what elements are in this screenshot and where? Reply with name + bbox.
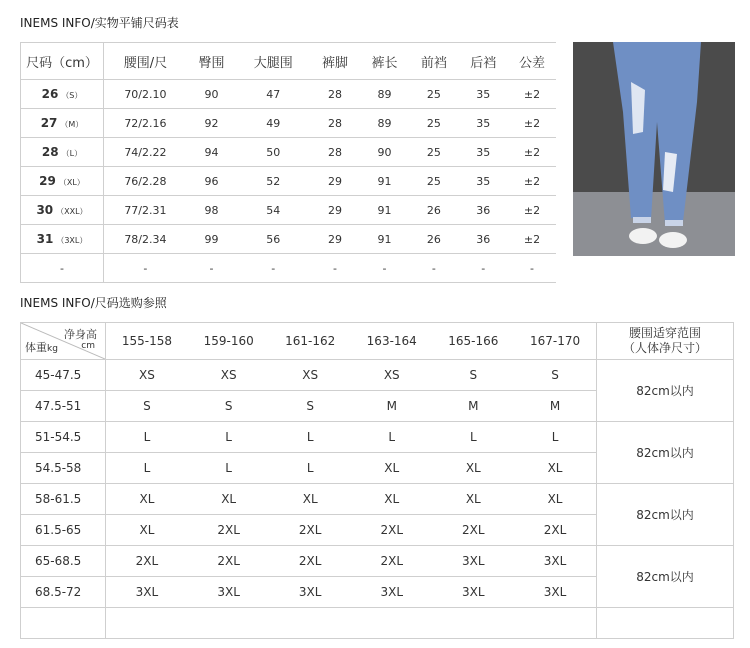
waist-range-cell: 82cm以内 — [597, 484, 734, 546]
recommended-size-cell: S — [188, 391, 270, 422]
size-chart-title: INEMS INFO/实物平铺尺码表 — [20, 16, 179, 30]
waist-range-cell: 82cm以内 — [597, 360, 734, 422]
size-hem-cell: 28 — [310, 138, 359, 167]
weight-cell: 68.5-72 — [21, 577, 106, 608]
size-cell — [21, 138, 104, 167]
empty-cell — [269, 608, 351, 639]
size-thigh-cell: 52 — [236, 167, 310, 196]
weight-cell: 45-47.5 — [21, 360, 106, 391]
recommended-size-cell: 2XL — [106, 546, 188, 577]
empty-cell — [106, 608, 188, 639]
size-cell — [21, 109, 104, 138]
recommended-size-cell: 3XL — [351, 577, 433, 608]
reference-empty-row — [21, 608, 734, 639]
size-length-cell: 91 — [360, 196, 409, 225]
corner-weight-unit: kg — [47, 344, 58, 354]
dash-cell: - — [104, 254, 187, 283]
size-waist-cell: 74/2.22 — [104, 138, 187, 167]
recommended-size-cell: L — [188, 422, 270, 453]
empty-cell — [597, 608, 734, 639]
dash-cell: - — [21, 254, 104, 283]
recommended-size-cell: XL — [433, 484, 515, 515]
size-tag: （XL） — [58, 178, 85, 187]
size-row — [21, 109, 557, 138]
recommended-size-cell: XL — [514, 484, 596, 515]
size-number: 28 — [41, 145, 59, 159]
recommended-size-cell: 2XL — [188, 546, 270, 577]
recommended-size-cell: 3XL — [433, 546, 515, 577]
size-tag: （L） — [61, 149, 83, 158]
recommended-size-cell: 2XL — [269, 546, 351, 577]
dash-cell: - — [310, 254, 359, 283]
recommended-size-cell: L — [269, 453, 351, 484]
size-waist-cell: 76/2.28 — [104, 167, 187, 196]
weight-cell: 61.5-65 — [21, 515, 106, 546]
size-number: 31 — [36, 232, 54, 246]
size-tolerance-cell: ±2 — [508, 225, 556, 254]
header-thigh: 大腿围 — [236, 43, 310, 80]
size-hem-cell: 28 — [310, 109, 359, 138]
dash-cell: - — [360, 254, 409, 283]
size-length-cell: 91 — [360, 225, 409, 254]
corner-weight-label: 体重 — [25, 341, 47, 354]
size-waist-cell: 70/2.10 — [104, 80, 187, 109]
corner-cell — [21, 323, 106, 360]
size-tolerance-cell: ±2 — [508, 109, 556, 138]
size-row — [21, 80, 557, 109]
size-length-cell: 89 — [360, 80, 409, 109]
size-tag: （M） — [60, 120, 84, 129]
size-length-cell: 89 — [360, 109, 409, 138]
size-hip-cell: 96 — [187, 167, 236, 196]
header-back-rise: 后裆 — [459, 43, 508, 80]
reference-row — [21, 360, 734, 391]
weight-cell: 65-68.5 — [21, 546, 106, 577]
recommended-size-cell: L — [514, 422, 596, 453]
size-dash-row — [21, 254, 557, 283]
header-hem: 裤脚 — [310, 43, 359, 80]
size-cell — [21, 80, 104, 109]
dash-cell: - — [508, 254, 556, 283]
size-thigh-cell: 47 — [236, 80, 310, 109]
size-hip-cell: 90 — [187, 80, 236, 109]
size-row — [21, 196, 557, 225]
recommended-size-cell: 3XL — [514, 577, 596, 608]
corner-height-unit: cm — [81, 341, 95, 351]
recommended-size-cell: XL — [106, 484, 188, 515]
waist-range-header-line-1: 腰围适穿范围 — [628, 326, 701, 340]
dash-cell: - — [187, 254, 236, 283]
empty-cell — [433, 608, 515, 639]
reference-chart-title: INEMS INFO/尺码选购参照 — [20, 296, 167, 310]
size-tolerance-cell: ±2 — [508, 167, 556, 196]
weight-cell: 54.5-58 — [21, 453, 106, 484]
recommended-size-cell: 3XL — [433, 577, 515, 608]
recommended-size-cell: 3XL — [188, 577, 270, 608]
height-col-4: 163-164 — [351, 323, 433, 360]
size-waist-cell: 78/2.34 — [104, 225, 187, 254]
empty-cell — [351, 608, 433, 639]
header-tolerance: 公差 — [508, 43, 556, 80]
size-row — [21, 167, 557, 196]
waist-range-header — [597, 323, 734, 360]
jeans-model-image — [573, 42, 735, 256]
recommended-size-cell: L — [106, 453, 188, 484]
size-length-cell: 90 — [360, 138, 409, 167]
size-hip-cell: 99 — [187, 225, 236, 254]
size-tolerance-cell: ±2 — [508, 196, 556, 225]
size-back-rise-cell: 35 — [459, 167, 508, 196]
size-tolerance-cell: ±2 — [508, 80, 556, 109]
height-col-5: 165-166 — [433, 323, 515, 360]
recommended-size-cell: 2XL — [433, 515, 515, 546]
waist-range-header-line-2: （人体净尺寸） — [622, 341, 707, 355]
size-hip-cell: 94 — [187, 138, 236, 167]
reference-row — [21, 484, 734, 515]
size-front-rise-cell: 25 — [409, 109, 458, 138]
size-waist-cell: 77/2.31 — [104, 196, 187, 225]
size-back-rise-cell: 36 — [459, 225, 508, 254]
recommended-size-cell: XL — [351, 484, 433, 515]
recommended-size-cell: XL — [514, 453, 596, 484]
size-number: 27 — [40, 116, 58, 130]
size-thigh-cell: 50 — [236, 138, 310, 167]
size-front-rise-cell: 25 — [409, 138, 458, 167]
size-thigh-cell: 56 — [236, 225, 310, 254]
recommended-size-cell: XL — [351, 453, 433, 484]
size-number: 29 — [39, 174, 56, 188]
reference-row — [21, 546, 734, 577]
reference-row — [21, 422, 734, 453]
recommended-size-cell: XS — [269, 360, 351, 391]
size-back-rise-cell: 36 — [459, 196, 508, 225]
recommended-size-cell: XL — [269, 484, 351, 515]
size-front-rise-cell: 25 — [409, 80, 458, 109]
size-back-rise-cell: 35 — [459, 80, 508, 109]
size-hem-cell: 29 — [310, 225, 359, 254]
dash-cell: - — [236, 254, 310, 283]
recommended-size-cell: XL — [106, 515, 188, 546]
dash-cell: - — [459, 254, 508, 283]
size-hem-cell: 28 — [310, 80, 359, 109]
reference-header-row — [21, 323, 734, 360]
dash-cell: - — [409, 254, 458, 283]
recommended-size-cell: M — [514, 391, 596, 422]
waist-range-cell: 82cm以内 — [597, 422, 734, 484]
corner-height-label: 净身高 — [64, 328, 97, 341]
recommended-size-cell: XS — [188, 360, 270, 391]
height-col-3: 161-162 — [269, 323, 351, 360]
empty-cell — [21, 608, 106, 639]
weight-cell: 47.5-51 — [21, 391, 106, 422]
size-hem-cell: 29 — [310, 167, 359, 196]
recommended-size-cell: XS — [106, 360, 188, 391]
size-back-rise-cell: 35 — [459, 138, 508, 167]
recommended-size-cell: L — [433, 422, 515, 453]
weight-cell: 58-61.5 — [21, 484, 106, 515]
size-tag: （3XL） — [56, 236, 88, 245]
size-chart-table — [20, 42, 556, 283]
recommended-size-cell: L — [106, 422, 188, 453]
size-row — [21, 225, 557, 254]
size-tolerance-cell: ±2 — [508, 138, 556, 167]
size-row — [21, 138, 557, 167]
recommended-size-cell: M — [433, 391, 515, 422]
recommended-size-cell: S — [106, 391, 188, 422]
size-thigh-cell: 54 — [236, 196, 310, 225]
height-col-2: 159-160 — [188, 323, 270, 360]
size-cell — [21, 196, 104, 225]
size-number: 30 — [36, 203, 54, 217]
size-hip-cell: 92 — [187, 109, 236, 138]
waist-range-cell: 82cm以内 — [597, 546, 734, 608]
recommended-size-cell: L — [269, 422, 351, 453]
header-waist: 腰围/尺 — [104, 43, 187, 80]
size-chart-header-row — [21, 43, 557, 80]
recommended-size-cell: 3XL — [269, 577, 351, 608]
recommended-size-cell: S — [514, 360, 596, 391]
recommended-size-cell: L — [188, 453, 270, 484]
size-cell — [21, 167, 104, 196]
size-tag: （XXL） — [56, 207, 88, 216]
size-cell — [21, 225, 104, 254]
recommended-size-cell: 2XL — [269, 515, 351, 546]
recommended-size-cell: L — [351, 422, 433, 453]
recommended-size-cell: XL — [188, 484, 270, 515]
recommended-size-cell: 3XL — [106, 577, 188, 608]
height-col-1: 155-158 — [106, 323, 188, 360]
header-front-rise: 前裆 — [409, 43, 458, 80]
weight-cell: 51-54.5 — [21, 422, 106, 453]
size-thigh-cell: 49 — [236, 109, 310, 138]
size-tag: （S） — [61, 91, 83, 100]
size-front-rise-cell: 26 — [409, 196, 458, 225]
header-length: 裤长 — [360, 43, 409, 80]
recommended-size-cell: XL — [433, 453, 515, 484]
recommended-size-cell: 2XL — [351, 546, 433, 577]
size-back-rise-cell: 35 — [459, 109, 508, 138]
recommended-size-cell: 2XL — [188, 515, 270, 546]
size-hip-cell: 98 — [187, 196, 236, 225]
recommended-size-cell: M — [351, 391, 433, 422]
size-length-cell: 91 — [360, 167, 409, 196]
recommended-size-cell: 3XL — [514, 546, 596, 577]
reference-chart-table — [20, 322, 734, 639]
size-front-rise-cell: 26 — [409, 225, 458, 254]
size-waist-cell: 72/2.16 — [104, 109, 187, 138]
recommended-size-cell: S — [269, 391, 351, 422]
size-number: 26 — [41, 87, 59, 101]
size-front-rise-cell: 25 — [409, 167, 458, 196]
empty-cell — [514, 608, 596, 639]
header-size: 尺码（cm） — [21, 43, 104, 80]
header-hip: 臀围 — [187, 43, 236, 80]
recommended-size-cell: 2XL — [351, 515, 433, 546]
size-hem-cell: 29 — [310, 196, 359, 225]
product-photo — [573, 42, 735, 256]
recommended-size-cell: S — [433, 360, 515, 391]
height-col-6: 167-170 — [514, 323, 596, 360]
empty-cell — [188, 608, 270, 639]
recommended-size-cell: XS — [351, 360, 433, 391]
recommended-size-cell: 2XL — [514, 515, 596, 546]
